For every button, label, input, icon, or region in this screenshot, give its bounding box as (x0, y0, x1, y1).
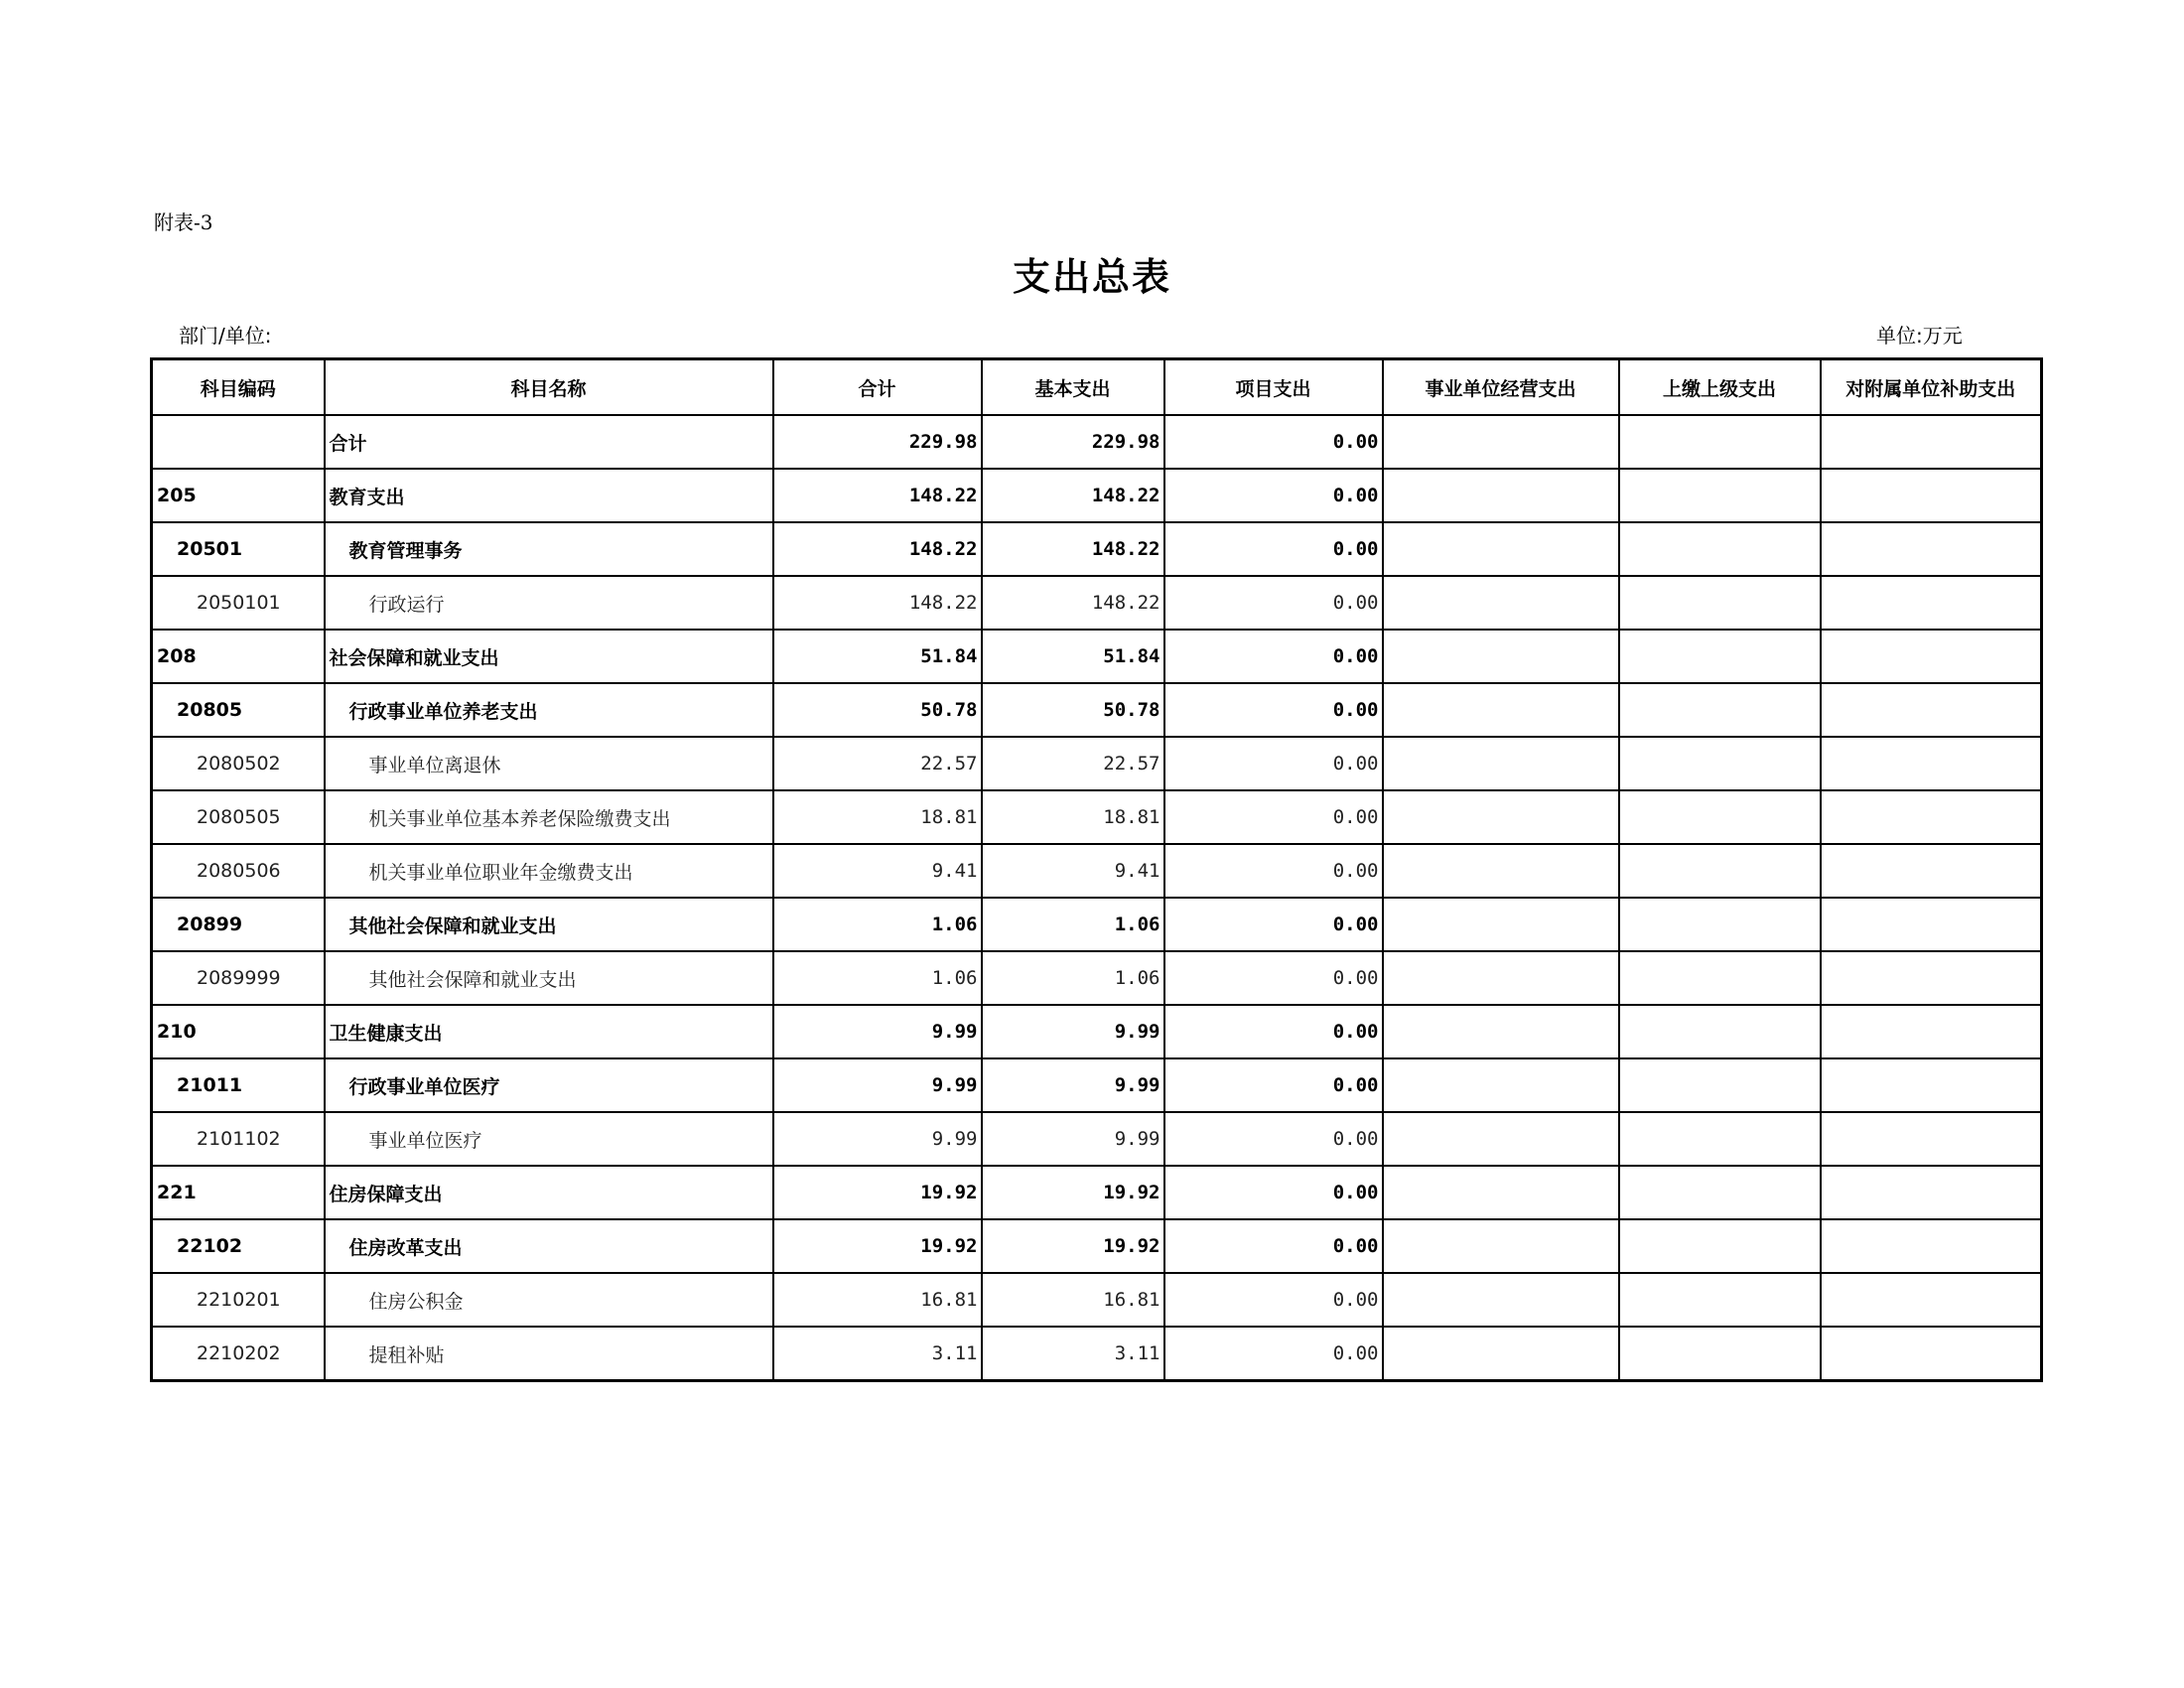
cell-business (1383, 576, 1619, 630)
cell-name: 其他社会保障和就业支出 (325, 951, 773, 1005)
cell-business (1383, 844, 1619, 898)
cell-subsidy (1821, 1112, 2042, 1166)
header-project: 项目支出 (1164, 359, 1383, 416)
cell-business (1383, 1166, 1619, 1219)
cell-name: 卫生健康支出 (325, 1005, 773, 1058)
cell-business (1383, 415, 1619, 469)
cell-business (1383, 1005, 1619, 1058)
cell-basic: 1.06 (982, 951, 1164, 1005)
cell-name: 教育支出 (325, 469, 773, 522)
table-row (152, 898, 2042, 951)
cell-business (1383, 1273, 1619, 1327)
cell-total: 9.41 (773, 844, 982, 898)
cell-code: 2050101 (152, 576, 325, 630)
cell-total: 51.84 (773, 630, 982, 683)
cell-name: 社会保障和就业支出 (325, 630, 773, 683)
table-row (152, 1273, 2042, 1327)
cell-name: 机关事业单位基本养老保险缴费支出 (325, 790, 773, 844)
table-row (152, 1219, 2042, 1273)
cell-business (1383, 1219, 1619, 1273)
cell-name: 行政事业单位医疗 (325, 1058, 773, 1112)
cell-code: 2089999 (152, 951, 325, 1005)
cell-remit (1619, 1219, 1821, 1273)
cell-total: 148.22 (773, 576, 982, 630)
table-header-row (152, 359, 2042, 416)
cell-code: 2210201 (152, 1273, 325, 1327)
table-row (152, 1005, 2042, 1058)
cell-remit (1619, 415, 1821, 469)
cell-basic: 9.41 (982, 844, 1164, 898)
cell-basic: 1.06 (982, 898, 1164, 951)
cell-code: 205 (152, 469, 325, 522)
cell-name: 事业单位离退休 (325, 737, 773, 790)
cell-code: 2101102 (152, 1112, 325, 1166)
cell-project: 0.00 (1164, 1166, 1383, 1219)
cell-project: 0.00 (1164, 737, 1383, 790)
cell-subsidy (1821, 683, 2042, 737)
cell-name: 住房保障支出 (325, 1166, 773, 1219)
cell-business (1383, 790, 1619, 844)
cell-basic: 148.22 (982, 469, 1164, 522)
cell-business (1383, 522, 1619, 576)
cell-name: 住房公积金 (325, 1273, 773, 1327)
cell-total: 18.81 (773, 790, 982, 844)
cell-total: 19.92 (773, 1166, 982, 1219)
header-total: 合计 (773, 359, 982, 416)
cell-project: 0.00 (1164, 576, 1383, 630)
cell-code (152, 415, 325, 469)
table-row (152, 844, 2042, 898)
table-body (152, 415, 2042, 1381)
cell-project: 0.00 (1164, 790, 1383, 844)
table-row (152, 790, 2042, 844)
cell-code: 2080506 (152, 844, 325, 898)
cell-business (1383, 951, 1619, 1005)
cell-basic: 148.22 (982, 576, 1164, 630)
header-name: 科目名称 (325, 359, 773, 416)
cell-project: 0.00 (1164, 1327, 1383, 1381)
cell-subsidy (1821, 844, 2042, 898)
table-row (152, 630, 2042, 683)
cell-subsidy (1821, 1219, 2042, 1273)
cell-basic: 148.22 (982, 522, 1164, 576)
cell-total: 16.81 (773, 1273, 982, 1327)
cell-subsidy (1821, 737, 2042, 790)
cell-remit (1619, 790, 1821, 844)
cell-total: 148.22 (773, 522, 982, 576)
table-row (152, 415, 2042, 469)
cell-remit (1619, 1112, 1821, 1166)
cell-name: 提租补贴 (325, 1327, 773, 1381)
cell-total: 9.99 (773, 1058, 982, 1112)
cell-total: 9.99 (773, 1005, 982, 1058)
cell-business (1383, 898, 1619, 951)
cell-code: 208 (152, 630, 325, 683)
cell-project: 0.00 (1164, 683, 1383, 737)
cell-total: 50.78 (773, 683, 982, 737)
cell-total: 148.22 (773, 469, 982, 522)
cell-remit (1619, 737, 1821, 790)
cell-basic: 19.92 (982, 1219, 1164, 1273)
cell-remit (1619, 1327, 1821, 1381)
cell-remit (1619, 844, 1821, 898)
cell-total: 1.06 (773, 898, 982, 951)
cell-business (1383, 630, 1619, 683)
cell-basic: 9.99 (982, 1058, 1164, 1112)
page-title: 支出总表 (1012, 255, 1171, 299)
cell-basic: 50.78 (982, 683, 1164, 737)
cell-name: 教育管理事务 (325, 522, 773, 576)
appendix-label: 附表-3 (154, 211, 213, 234)
cell-remit (1619, 576, 1821, 630)
header-business: 事业单位经营支出 (1383, 359, 1619, 416)
cell-project: 0.00 (1164, 522, 1383, 576)
table-row (152, 1327, 2042, 1381)
cell-code: 21011 (152, 1058, 325, 1112)
cell-subsidy (1821, 1273, 2042, 1327)
cell-business (1383, 1327, 1619, 1381)
cell-business (1383, 469, 1619, 522)
unit-label: 单位:万元 (1876, 324, 1963, 348)
cell-project: 0.00 (1164, 898, 1383, 951)
cell-code: 2080505 (152, 790, 325, 844)
cell-code: 2210202 (152, 1327, 325, 1381)
cell-project: 0.00 (1164, 1273, 1383, 1327)
table-row (152, 683, 2042, 737)
cell-code: 20899 (152, 898, 325, 951)
cell-subsidy (1821, 415, 2042, 469)
table-row (152, 1112, 2042, 1166)
cell-subsidy (1821, 951, 2042, 1005)
cell-basic: 19.92 (982, 1166, 1164, 1219)
cell-code: 221 (152, 1166, 325, 1219)
expenditure-table (150, 357, 2043, 1382)
cell-code: 20805 (152, 683, 325, 737)
cell-total: 1.06 (773, 951, 982, 1005)
cell-basic: 16.81 (982, 1273, 1164, 1327)
cell-total: 3.11 (773, 1327, 982, 1381)
department-label: 部门/单位: (179, 324, 272, 348)
cell-name: 事业单位医疗 (325, 1112, 773, 1166)
cell-total: 9.99 (773, 1112, 982, 1166)
cell-subsidy (1821, 576, 2042, 630)
cell-name: 机关事业单位职业年金缴费支出 (325, 844, 773, 898)
cell-total: 229.98 (773, 415, 982, 469)
header-code: 科目编码 (152, 359, 325, 416)
table-row (152, 951, 2042, 1005)
cell-code: 210 (152, 1005, 325, 1058)
cell-business (1383, 1058, 1619, 1112)
cell-basic: 22.57 (982, 737, 1164, 790)
cell-subsidy (1821, 630, 2042, 683)
cell-business (1383, 683, 1619, 737)
cell-subsidy (1821, 1327, 2042, 1381)
cell-project: 0.00 (1164, 415, 1383, 469)
cell-remit (1619, 683, 1821, 737)
cell-name: 住房改革支出 (325, 1219, 773, 1273)
cell-project: 0.00 (1164, 1112, 1383, 1166)
cell-basic: 51.84 (982, 630, 1164, 683)
cell-name: 行政事业单位养老支出 (325, 683, 773, 737)
cell-total: 19.92 (773, 1219, 982, 1273)
cell-code: 22102 (152, 1219, 325, 1273)
cell-basic: 18.81 (982, 790, 1164, 844)
cell-subsidy (1821, 1166, 2042, 1219)
cell-remit (1619, 1166, 1821, 1219)
cell-business (1383, 737, 1619, 790)
cell-remit (1619, 1005, 1821, 1058)
cell-remit (1619, 1273, 1821, 1327)
cell-subsidy (1821, 1058, 2042, 1112)
cell-code: 2080502 (152, 737, 325, 790)
table-row (152, 1166, 2042, 1219)
cell-remit (1619, 469, 1821, 522)
cell-remit (1619, 951, 1821, 1005)
cell-code: 20501 (152, 522, 325, 576)
header-subsidy: 对附属单位补助支出 (1821, 359, 2042, 416)
cell-project: 0.00 (1164, 469, 1383, 522)
table-row (152, 522, 2042, 576)
cell-name: 其他社会保障和就业支出 (325, 898, 773, 951)
table-row (152, 469, 2042, 522)
header-basic: 基本支出 (982, 359, 1164, 416)
cell-subsidy (1821, 790, 2042, 844)
cell-basic: 229.98 (982, 415, 1164, 469)
cell-remit (1619, 898, 1821, 951)
cell-total: 22.57 (773, 737, 982, 790)
table-row (152, 576, 2042, 630)
table-row (152, 737, 2042, 790)
header-remit: 上缴上级支出 (1619, 359, 1821, 416)
cell-subsidy (1821, 1005, 2042, 1058)
cell-name: 行政运行 (325, 576, 773, 630)
cell-business (1383, 1112, 1619, 1166)
cell-basic: 9.99 (982, 1005, 1164, 1058)
cell-project: 0.00 (1164, 844, 1383, 898)
cell-remit (1619, 522, 1821, 576)
cell-basic: 9.99 (982, 1112, 1164, 1166)
cell-remit (1619, 1058, 1821, 1112)
cell-project: 0.00 (1164, 951, 1383, 1005)
cell-subsidy (1821, 898, 2042, 951)
cell-project: 0.00 (1164, 1219, 1383, 1273)
cell-basic: 3.11 (982, 1327, 1164, 1381)
cell-subsidy (1821, 522, 2042, 576)
cell-remit (1619, 630, 1821, 683)
table-row (152, 1058, 2042, 1112)
cell-project: 0.00 (1164, 1058, 1383, 1112)
cell-name: 合计 (325, 415, 773, 469)
cell-project: 0.00 (1164, 1005, 1383, 1058)
cell-subsidy (1821, 469, 2042, 522)
cell-project: 0.00 (1164, 630, 1383, 683)
